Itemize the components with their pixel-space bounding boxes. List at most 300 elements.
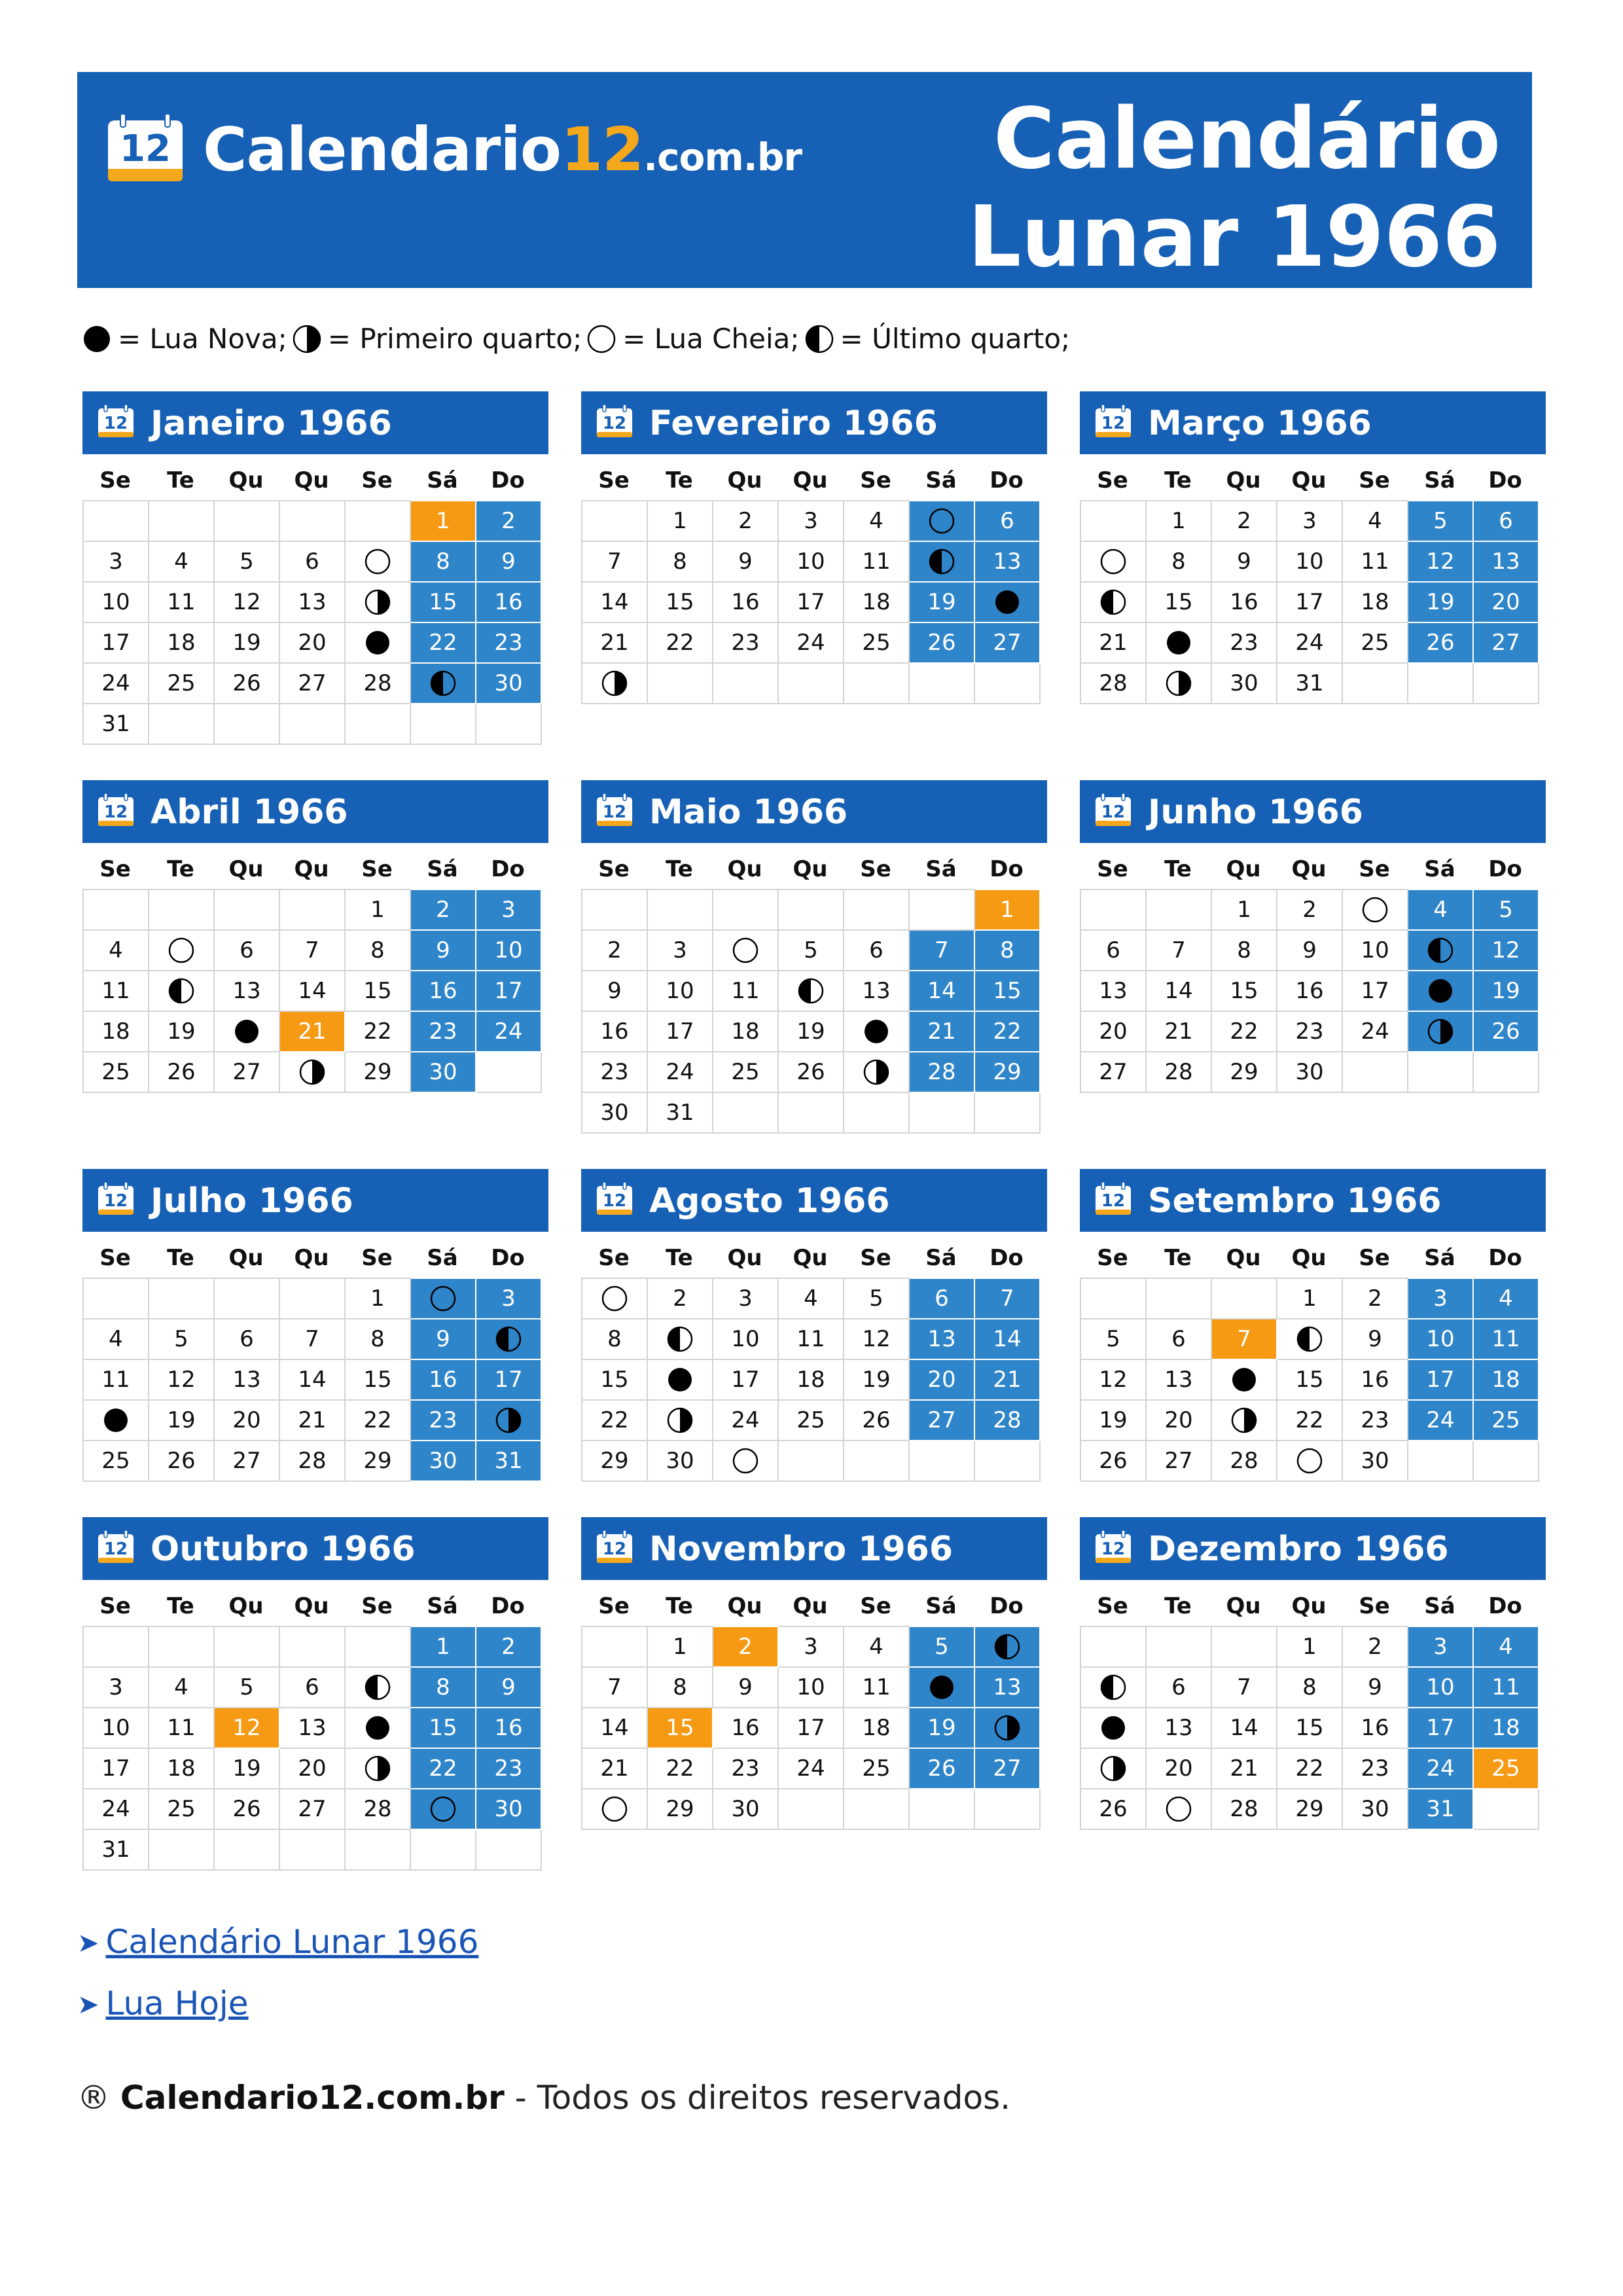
day-cell[interactable]: 17 <box>1408 1359 1473 1400</box>
day-cell[interactable]: 24 <box>778 622 844 663</box>
day-cell[interactable]: 26 <box>909 1748 974 1789</box>
day-cell[interactable]: 13 <box>214 971 279 1011</box>
day-cell[interactable]: 17 <box>1342 971 1408 1011</box>
day-cell[interactable]: 2 <box>647 1278 713 1319</box>
day-cell[interactable]: 15 <box>647 582 713 622</box>
day-cell[interactable]: 10 <box>1277 541 1342 582</box>
day-cell[interactable]: 9 <box>713 541 778 582</box>
day-cell[interactable]: 16 <box>582 1011 647 1052</box>
day-cell[interactable]: 25 <box>844 1748 909 1789</box>
day-cell-moon[interactable] <box>279 1052 345 1092</box>
day-cell[interactable]: 11 <box>83 971 149 1011</box>
day-cell[interactable]: 28 <box>345 663 410 704</box>
day-cell[interactable]: 17 <box>476 971 541 1011</box>
day-cell[interactable]: 29 <box>345 1441 410 1481</box>
day-cell-moon[interactable] <box>974 582 1040 622</box>
day-cell[interactable]: 2 <box>1211 501 1277 541</box>
day-cell[interactable]: 12 <box>1473 930 1539 971</box>
day-cell[interactable]: 25 <box>1473 1748 1539 1789</box>
day-cell[interactable]: 8 <box>410 541 476 582</box>
day-cell[interactable]: 7 <box>1211 1667 1277 1708</box>
day-cell[interactable]: 13 <box>214 1359 279 1400</box>
day-cell[interactable]: 2 <box>476 1626 541 1667</box>
day-cell[interactable]: 14 <box>582 1708 647 1748</box>
day-cell[interactable]: 29 <box>582 1441 647 1481</box>
day-cell[interactable]: 19 <box>1080 1400 1146 1441</box>
day-cell[interactable]: 29 <box>974 1052 1040 1092</box>
day-cell[interactable]: 4 <box>1473 1278 1539 1319</box>
day-cell[interactable]: 2 <box>1342 1626 1408 1667</box>
day-cell[interactable]: 8 <box>345 930 410 971</box>
day-cell[interactable]: 8 <box>345 1319 410 1359</box>
day-cell[interactable]: 11 <box>1342 541 1408 582</box>
day-cell[interactable]: 7 <box>582 1667 647 1708</box>
day-cell-moon[interactable] <box>1080 1708 1146 1748</box>
day-cell[interactable]: 7 <box>279 930 345 971</box>
day-cell[interactable]: 11 <box>1473 1319 1539 1359</box>
day-cell[interactable]: 27 <box>279 663 345 704</box>
day-cell[interactable]: 9 <box>476 1667 541 1708</box>
day-cell[interactable]: 13 <box>974 1667 1040 1708</box>
day-cell[interactable]: 7 <box>279 1319 345 1359</box>
day-cell[interactable]: 31 <box>83 1829 149 1870</box>
day-cell[interactable]: 22 <box>647 622 713 663</box>
day-cell[interactable]: 20 <box>279 1748 345 1789</box>
day-cell[interactable]: 16 <box>410 1359 476 1400</box>
day-cell[interactable]: 31 <box>1277 663 1342 704</box>
day-cell[interactable]: 25 <box>778 1400 844 1441</box>
day-cell[interactable]: 23 <box>1342 1748 1408 1789</box>
day-cell[interactable]: 7 <box>582 541 647 582</box>
day-cell[interactable]: 25 <box>83 1052 149 1092</box>
day-cell[interactable]: 20 <box>279 622 345 663</box>
day-cell[interactable]: 8 <box>410 1667 476 1708</box>
day-cell[interactable]: 10 <box>476 930 541 971</box>
day-cell[interactable]: 16 <box>713 1708 778 1748</box>
day-cell[interactable]: 13 <box>279 582 345 622</box>
day-cell[interactable]: 19 <box>1473 971 1539 1011</box>
day-cell[interactable]: 18 <box>149 1748 214 1789</box>
day-cell[interactable]: 31 <box>83 704 149 744</box>
day-cell-moon[interactable] <box>647 1319 713 1359</box>
day-cell[interactable]: 27 <box>974 622 1040 663</box>
day-cell[interactable]: 24 <box>1342 1011 1408 1052</box>
day-cell[interactable]: 15 <box>974 971 1040 1011</box>
day-cell[interactable]: 7 <box>974 1278 1040 1319</box>
day-cell[interactable]: 15 <box>410 582 476 622</box>
day-cell[interactable]: 21 <box>582 1748 647 1789</box>
day-cell[interactable]: 29 <box>1277 1789 1342 1829</box>
day-cell[interactable]: 12 <box>214 582 279 622</box>
day-cell[interactable]: 25 <box>713 1052 778 1092</box>
day-cell-moon[interactable] <box>909 1667 974 1708</box>
footer-link[interactable] <box>77 1920 478 1965</box>
day-cell[interactable]: 14 <box>974 1319 1040 1359</box>
day-cell[interactable]: 21 <box>279 1400 345 1441</box>
day-cell[interactable]: 16 <box>1211 582 1277 622</box>
day-cell[interactable]: 22 <box>582 1400 647 1441</box>
day-cell[interactable]: 13 <box>1473 541 1539 582</box>
day-cell[interactable]: 18 <box>844 1708 909 1748</box>
day-cell[interactable]: 26 <box>214 663 279 704</box>
day-cell-moon[interactable] <box>345 1708 410 1748</box>
day-cell[interactable]: 6 <box>974 501 1040 541</box>
day-cell[interactable]: 30 <box>410 1441 476 1481</box>
day-cell[interactable]: 6 <box>844 930 909 971</box>
day-cell[interactable]: 31 <box>476 1441 541 1481</box>
day-cell[interactable]: 22 <box>647 1748 713 1789</box>
day-cell-moon[interactable] <box>1277 1441 1342 1481</box>
day-cell[interactable]: 2 <box>713 501 778 541</box>
day-cell[interactable]: 22 <box>345 1400 410 1441</box>
day-cell-moon[interactable] <box>1080 1748 1146 1789</box>
day-cell[interactable]: 13 <box>974 541 1040 582</box>
day-cell-moon[interactable] <box>149 930 214 971</box>
day-cell[interactable]: 24 <box>1408 1748 1473 1789</box>
day-cell[interactable]: 17 <box>1277 582 1342 622</box>
day-cell[interactable]: 27 <box>214 1441 279 1481</box>
day-cell[interactable]: 8 <box>1211 930 1277 971</box>
day-cell[interactable]: 21 <box>909 1011 974 1052</box>
day-cell[interactable]: 27 <box>909 1400 974 1441</box>
day-cell[interactable]: 17 <box>1408 1708 1473 1748</box>
day-cell-moon[interactable] <box>1211 1359 1277 1400</box>
day-cell[interactable]: 5 <box>214 1667 279 1708</box>
day-cell[interactable]: 28 <box>909 1052 974 1092</box>
day-cell-moon[interactable] <box>83 1400 149 1441</box>
day-cell[interactable]: 23 <box>1277 1011 1342 1052</box>
day-cell[interactable]: 30 <box>476 1789 541 1829</box>
day-cell[interactable]: 27 <box>279 1789 345 1829</box>
day-cell-moon[interactable] <box>1408 930 1473 971</box>
day-cell[interactable]: 30 <box>1277 1052 1342 1092</box>
day-cell[interactable]: 10 <box>778 541 844 582</box>
day-cell[interactable]: 27 <box>1146 1441 1211 1481</box>
day-cell[interactable]: 26 <box>149 1052 214 1092</box>
day-cell[interactable]: 23 <box>1342 1400 1408 1441</box>
day-cell[interactable]: 10 <box>83 1708 149 1748</box>
day-cell[interactable]: 1 <box>410 501 476 541</box>
day-cell[interactable]: 11 <box>83 1359 149 1400</box>
day-cell[interactable]: 10 <box>1408 1319 1473 1359</box>
link-text[interactable]: Calendário Lunar 1966 <box>105 1923 479 1961</box>
day-cell[interactable]: 11 <box>844 1667 909 1708</box>
day-cell[interactable]: 30 <box>582 1092 647 1133</box>
day-cell[interactable]: 13 <box>279 1708 345 1748</box>
day-cell[interactable]: 15 <box>345 971 410 1011</box>
day-cell[interactable]: 11 <box>149 582 214 622</box>
day-cell[interactable]: 18 <box>713 1011 778 1052</box>
day-cell[interactable]: 15 <box>1211 971 1277 1011</box>
day-cell[interactable]: 29 <box>1211 1052 1277 1092</box>
day-cell[interactable]: 6 <box>1146 1667 1211 1708</box>
day-cell[interactable]: 13 <box>1146 1708 1211 1748</box>
day-cell[interactable]: 8 <box>647 541 713 582</box>
day-cell[interactable]: 9 <box>1277 930 1342 971</box>
day-cell-moon[interactable] <box>1146 622 1211 663</box>
day-cell[interactable]: 21 <box>974 1359 1040 1400</box>
day-cell[interactable]: 27 <box>1080 1052 1146 1092</box>
day-cell[interactable]: 22 <box>974 1011 1040 1052</box>
day-cell[interactable]: 9 <box>582 971 647 1011</box>
day-cell[interactable]: 16 <box>1277 971 1342 1011</box>
day-cell[interactable]: 3 <box>713 1278 778 1319</box>
day-cell-moon[interactable] <box>410 1789 476 1829</box>
day-cell[interactable]: 31 <box>647 1092 713 1133</box>
day-cell[interactable]: 2 <box>1277 889 1342 930</box>
day-cell[interactable]: 11 <box>844 541 909 582</box>
day-cell[interactable]: 6 <box>214 1319 279 1359</box>
day-cell[interactable]: 19 <box>778 1011 844 1052</box>
day-cell[interactable]: 4 <box>844 1626 909 1667</box>
day-cell-moon[interactable] <box>909 501 974 541</box>
day-cell-moon[interactable] <box>974 1708 1040 1748</box>
day-cell[interactable]: 15 <box>647 1708 713 1748</box>
day-cell[interactable]: 3 <box>476 1278 541 1319</box>
day-cell[interactable]: 12 <box>149 1359 214 1400</box>
day-cell-moon[interactable] <box>1211 1400 1277 1441</box>
day-cell[interactable]: 1 <box>345 1278 410 1319</box>
day-cell[interactable]: 5 <box>909 1626 974 1667</box>
day-cell[interactable]: 30 <box>410 1052 476 1092</box>
day-cell[interactable]: 11 <box>713 971 778 1011</box>
day-cell[interactable]: 15 <box>345 1359 410 1400</box>
day-cell[interactable]: 13 <box>844 971 909 1011</box>
day-cell[interactable]: 22 <box>410 622 476 663</box>
day-cell[interactable]: 9 <box>1342 1319 1408 1359</box>
day-cell[interactable]: 2 <box>410 889 476 930</box>
day-cell[interactable]: 16 <box>410 971 476 1011</box>
day-cell[interactable]: 26 <box>844 1400 909 1441</box>
day-cell-moon[interactable] <box>345 1667 410 1708</box>
day-cell[interactable]: 26 <box>1408 622 1473 663</box>
day-cell-moon[interactable] <box>1146 1789 1211 1829</box>
day-cell[interactable]: 21 <box>1080 622 1146 663</box>
day-cell[interactable]: 15 <box>410 1708 476 1748</box>
day-cell-moon[interactable] <box>647 1400 713 1441</box>
day-cell[interactable]: 18 <box>844 582 909 622</box>
day-cell[interactable]: 18 <box>778 1359 844 1400</box>
day-cell[interactable]: 23 <box>476 622 541 663</box>
day-cell[interactable]: 7 <box>1211 1319 1277 1359</box>
day-cell[interactable]: 3 <box>647 930 713 971</box>
day-cell[interactable]: 30 <box>476 663 541 704</box>
day-cell-moon[interactable] <box>214 1011 279 1052</box>
day-cell[interactable]: 30 <box>1211 663 1277 704</box>
day-cell[interactable]: 29 <box>345 1052 410 1092</box>
day-cell[interactable]: 24 <box>647 1052 713 1092</box>
day-cell[interactable]: 26 <box>1080 1441 1146 1481</box>
day-cell[interactable]: 21 <box>1146 1011 1211 1052</box>
day-cell-moon[interactable] <box>713 1441 778 1481</box>
day-cell[interactable]: 1 <box>1146 501 1211 541</box>
day-cell[interactable]: 24 <box>1408 1400 1473 1441</box>
day-cell[interactable]: 25 <box>149 663 214 704</box>
day-cell[interactable]: 1 <box>1277 1626 1342 1667</box>
day-cell[interactable]: 5 <box>1473 889 1539 930</box>
day-cell-moon[interactable] <box>410 663 476 704</box>
day-cell[interactable]: 16 <box>476 582 541 622</box>
day-cell[interactable]: 4 <box>83 930 149 971</box>
day-cell[interactable]: 24 <box>83 663 149 704</box>
day-cell-moon[interactable] <box>778 971 844 1011</box>
day-cell[interactable]: 15 <box>582 1359 647 1400</box>
day-cell[interactable]: 11 <box>1473 1667 1539 1708</box>
day-cell[interactable]: 30 <box>1342 1441 1408 1481</box>
day-cell[interactable]: 12 <box>844 1319 909 1359</box>
day-cell[interactable]: 19 <box>909 1708 974 1748</box>
day-cell-moon[interactable] <box>1408 1011 1473 1052</box>
footer-link[interactable] <box>77 1982 478 2026</box>
day-cell[interactable]: 24 <box>476 1011 541 1052</box>
day-cell[interactable]: 4 <box>149 1667 214 1708</box>
day-cell[interactable]: 6 <box>1080 930 1146 971</box>
day-cell[interactable]: 8 <box>582 1319 647 1359</box>
day-cell[interactable]: 16 <box>476 1708 541 1748</box>
day-cell[interactable]: 4 <box>778 1278 844 1319</box>
day-cell[interactable]: 4 <box>1342 501 1408 541</box>
day-cell[interactable]: 20 <box>1146 1748 1211 1789</box>
day-cell-moon[interactable] <box>1277 1319 1342 1359</box>
day-cell[interactable]: 26 <box>1080 1789 1146 1829</box>
day-cell[interactable]: 30 <box>647 1441 713 1481</box>
day-cell[interactable]: 25 <box>844 622 909 663</box>
day-cell-moon[interactable] <box>974 1626 1040 1667</box>
day-cell[interactable]: 28 <box>1080 663 1146 704</box>
day-cell[interactable]: 3 <box>778 1626 844 1667</box>
day-cell[interactable]: 1 <box>1211 889 1277 930</box>
day-cell[interactable]: 9 <box>1342 1667 1408 1708</box>
day-cell[interactable]: 19 <box>214 622 279 663</box>
day-cell[interactable]: 11 <box>778 1319 844 1359</box>
day-cell[interactable]: 28 <box>1146 1052 1211 1092</box>
day-cell-moon[interactable] <box>1080 1667 1146 1708</box>
day-cell[interactable]: 15 <box>1146 582 1211 622</box>
day-cell[interactable]: 23 <box>410 1400 476 1441</box>
day-cell[interactable]: 10 <box>83 582 149 622</box>
day-cell[interactable]: 22 <box>1277 1400 1342 1441</box>
day-cell[interactable]: 6 <box>279 541 345 582</box>
day-cell[interactable]: 10 <box>647 971 713 1011</box>
day-cell[interactable]: 3 <box>1277 501 1342 541</box>
day-cell[interactable]: 4 <box>844 501 909 541</box>
day-cell[interactable]: 23 <box>1211 622 1277 663</box>
day-cell[interactable]: 26 <box>778 1052 844 1092</box>
day-cell[interactable]: 18 <box>1473 1708 1539 1748</box>
day-cell[interactable]: 14 <box>1146 971 1211 1011</box>
day-cell[interactable]: 20 <box>909 1359 974 1400</box>
day-cell[interactable]: 1 <box>647 1626 713 1667</box>
day-cell[interactable]: 19 <box>909 582 974 622</box>
day-cell[interactable]: 3 <box>1408 1626 1473 1667</box>
day-cell[interactable]: 27 <box>1473 622 1539 663</box>
day-cell[interactable]: 4 <box>1473 1626 1539 1667</box>
day-cell[interactable]: 2 <box>476 501 541 541</box>
day-cell[interactable]: 30 <box>713 1789 778 1829</box>
day-cell[interactable]: 19 <box>149 1400 214 1441</box>
day-cell[interactable]: 17 <box>778 582 844 622</box>
day-cell[interactable]: 4 <box>1408 889 1473 930</box>
day-cell[interactable]: 18 <box>149 622 214 663</box>
day-cell[interactable]: 5 <box>1080 1319 1146 1359</box>
day-cell[interactable]: 14 <box>909 971 974 1011</box>
day-cell-moon[interactable] <box>476 1319 541 1359</box>
day-cell[interactable]: 24 <box>1277 622 1342 663</box>
day-cell[interactable]: 27 <box>974 1748 1040 1789</box>
day-cell[interactable]: 20 <box>1146 1400 1211 1441</box>
day-cell-moon[interactable] <box>582 1278 647 1319</box>
day-cell[interactable]: 9 <box>1211 541 1277 582</box>
day-cell[interactable]: 14 <box>582 582 647 622</box>
day-cell[interactable]: 9 <box>410 930 476 971</box>
day-cell[interactable]: 28 <box>1211 1441 1277 1481</box>
day-cell[interactable]: 19 <box>1408 582 1473 622</box>
day-cell[interactable]: 17 <box>647 1011 713 1052</box>
day-cell[interactable]: 18 <box>1342 582 1408 622</box>
day-cell[interactable]: 17 <box>83 622 149 663</box>
day-cell[interactable]: 5 <box>214 541 279 582</box>
day-cell[interactable]: 5 <box>844 1278 909 1319</box>
day-cell[interactable]: 16 <box>1342 1708 1408 1748</box>
day-cell[interactable]: 21 <box>279 1011 345 1052</box>
day-cell[interactable]: 28 <box>1211 1789 1277 1829</box>
day-cell[interactable]: 22 <box>410 1748 476 1789</box>
day-cell-moon[interactable] <box>345 541 410 582</box>
day-cell[interactable]: 18 <box>83 1011 149 1052</box>
day-cell[interactable]: 2 <box>1342 1278 1408 1319</box>
day-cell[interactable]: 4 <box>83 1319 149 1359</box>
day-cell-moon[interactable] <box>713 930 778 971</box>
day-cell-moon[interactable] <box>1080 582 1146 622</box>
day-cell[interactable]: 10 <box>1408 1667 1473 1708</box>
day-cell[interactable]: 26 <box>1473 1011 1539 1052</box>
day-cell[interactable]: 8 <box>647 1667 713 1708</box>
day-cell[interactable]: 24 <box>83 1789 149 1829</box>
day-cell[interactable]: 16 <box>1342 1359 1408 1400</box>
day-cell[interactable]: 18 <box>1473 1359 1539 1400</box>
day-cell[interactable]: 15 <box>1277 1708 1342 1748</box>
day-cell-moon[interactable] <box>345 582 410 622</box>
day-cell-moon[interactable] <box>476 1400 541 1441</box>
day-cell-moon[interactable] <box>647 1359 713 1400</box>
day-cell[interactable]: 7 <box>909 930 974 971</box>
day-cell[interactable]: 13 <box>1146 1359 1211 1400</box>
day-cell[interactable]: 6 <box>1146 1319 1211 1359</box>
day-cell[interactable]: 23 <box>410 1011 476 1052</box>
day-cell[interactable]: 28 <box>279 1441 345 1481</box>
day-cell[interactable]: 5 <box>149 1319 214 1359</box>
day-cell[interactable]: 17 <box>778 1708 844 1748</box>
day-cell[interactable]: 2 <box>713 1626 778 1667</box>
day-cell[interactable]: 3 <box>778 501 844 541</box>
day-cell-moon[interactable] <box>345 622 410 663</box>
day-cell[interactable]: 15 <box>1277 1359 1342 1400</box>
day-cell[interactable]: 10 <box>1342 930 1408 971</box>
day-cell[interactable]: 1 <box>1277 1278 1342 1319</box>
day-cell[interactable]: 26 <box>214 1789 279 1829</box>
day-cell[interactable]: 20 <box>1080 1011 1146 1052</box>
day-cell[interactable]: 3 <box>476 889 541 930</box>
day-cell[interactable]: 19 <box>214 1748 279 1789</box>
day-cell-moon[interactable] <box>582 663 647 704</box>
day-cell[interactable]: 6 <box>909 1278 974 1319</box>
day-cell[interactable]: 19 <box>844 1359 909 1400</box>
day-cell[interactable]: 8 <box>1277 1667 1342 1708</box>
day-cell[interactable]: 24 <box>713 1400 778 1441</box>
day-cell[interactable]: 17 <box>713 1359 778 1400</box>
day-cell-moon[interactable] <box>1080 541 1146 582</box>
day-cell[interactable]: 25 <box>1342 622 1408 663</box>
